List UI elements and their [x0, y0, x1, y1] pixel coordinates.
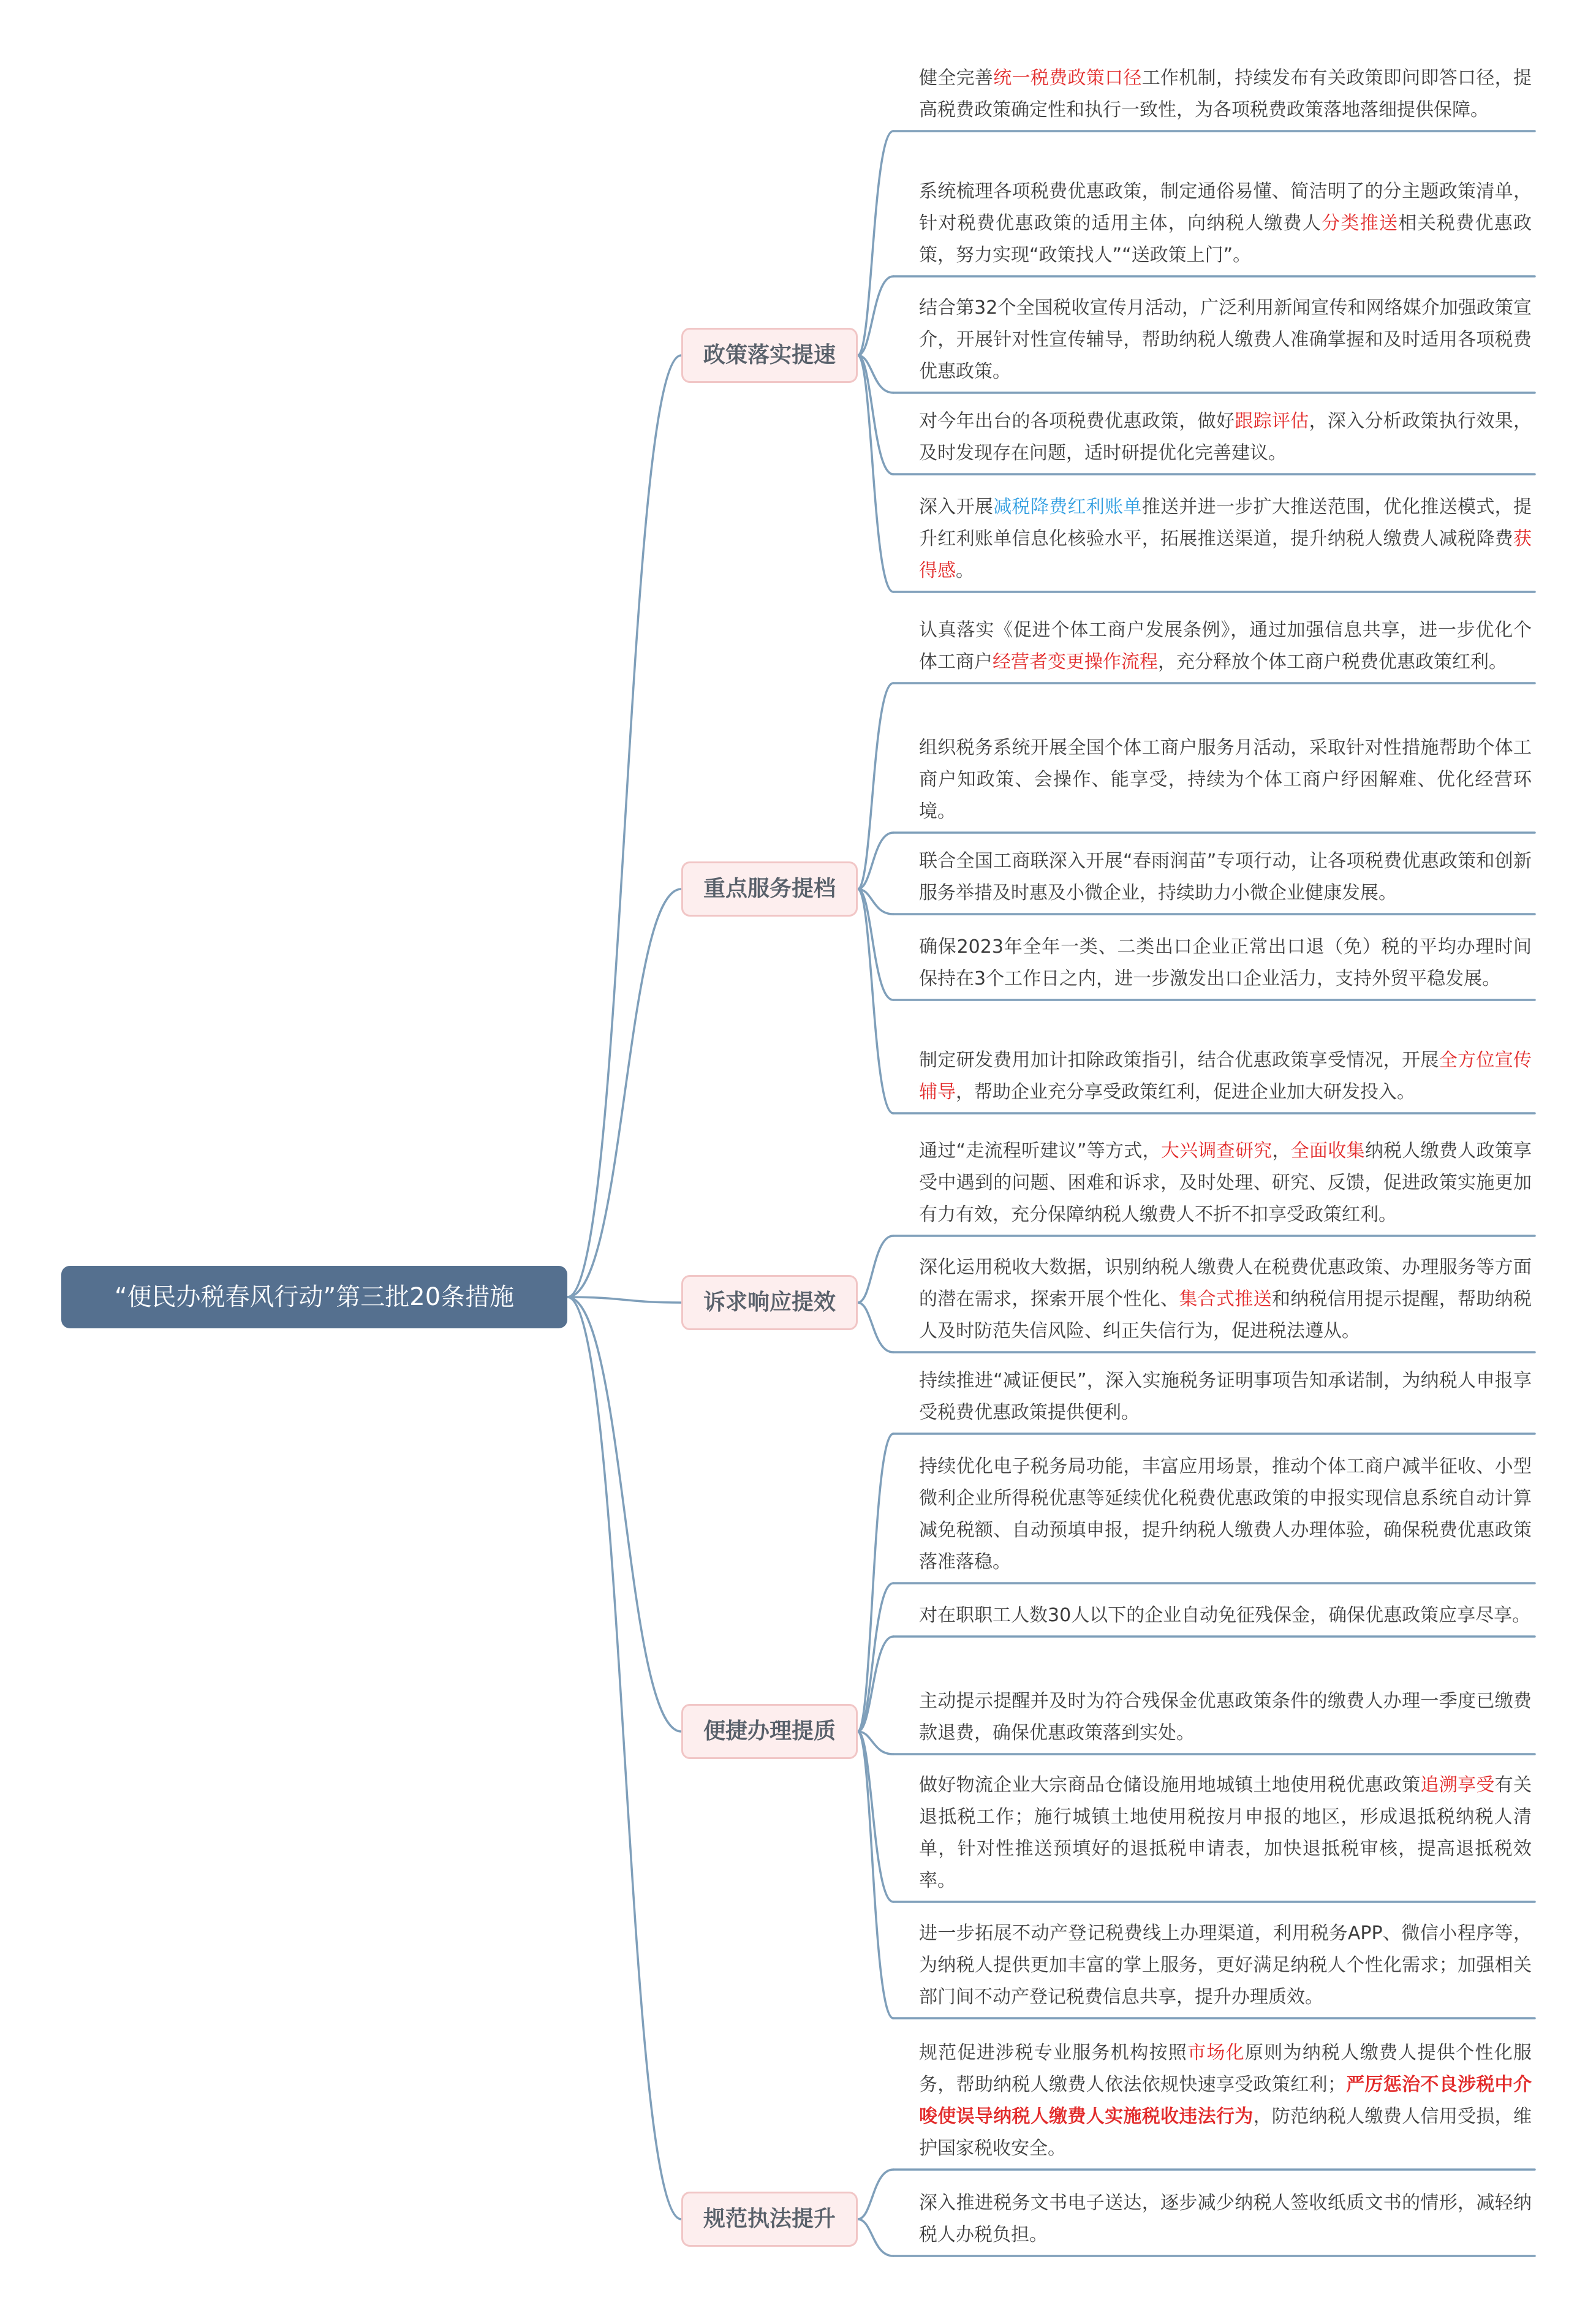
- branch-leaf-connector: [858, 889, 893, 1113]
- leaf-node[interactable]: [919, 62, 1532, 126]
- branch-node-convenience[interactable]: 便捷办理提质: [681, 1704, 858, 1759]
- branch-node-policy[interactable]: 政策落实提速: [681, 328, 858, 383]
- leaf-text: 结合第32个全国税收宣传月活动，广泛利用新闻宣传和网络媒介加强政策宣介，开展针对性宣传辅导，帮助纳税人缴费人准确掌握和及时适用各项税费优惠政策。: [919, 297, 1532, 382]
- leaf-text: 持续优化电子税务局功能，丰富应用场景，推动个体工商户减半征收、小型微利企业所得税优惠等延续优化税费优惠政策的申报实现信息系统自动计算减免税额、自动预填申报，提升纳税人缴费人办理体验，确保税费优惠政策落准落稳。: [919, 1456, 1532, 1573]
- leaf-node[interactable]: [919, 931, 1532, 995]
- leaf-node[interactable]: [919, 491, 1532, 587]
- leaf-node[interactable]: [919, 176, 1532, 271]
- leaf-text: 深化运用税收大数据，识别纳税人缴费人在税费优惠政策、办理服务等方面的潜在需求，探索开展个性化、: [919, 1257, 1532, 1310]
- highlight-text: 全方位宣传辅导: [919, 1050, 1532, 1103]
- leaf-text: ，深入分析政策执行效果，及时发现存在问题，适时研提优化完善建议。: [919, 411, 1532, 464]
- leaf-text: 确保2023年全年一类、二类出口企业正常出口退（免）税的平均办理时间保持在3个工作日之内，进一步激发出口企业活力，支持外贸平稳发展。: [919, 936, 1532, 990]
- branch-leaf-connector: [858, 1731, 893, 1902]
- leaf-text: 有关退抵税工作；施行城镇土地使用税按月申报的地区，形成退抵税纳税人清单，针对性推送预填好的退抵税申请表，加快退抵税审核，提高退抵税效率。: [919, 1774, 1532, 1891]
- leaf-text: 组织税务系统开展全国个体工商户服务月活动，采取针对性措施帮助个体工商户知政策、会操作、能享受，持续为个体工商户纾困解难、优化经营环境。: [919, 737, 1532, 822]
- leaf-text: ，: [1272, 1140, 1291, 1162]
- leaf-node[interactable]: [919, 732, 1532, 828]
- branch-node-response[interactable]: 诉求响应提效: [681, 1275, 858, 1330]
- leaf-text: 深入开展: [919, 496, 994, 518]
- highlight-text: 集合式推送: [1179, 1289, 1272, 1310]
- leaf-text: 系统梳理各项税费优惠政策，制定通俗易懂、简洁明了的分主题政策清单，针对税费优惠政策的适用主体，向纳税人缴费人: [919, 181, 1532, 234]
- highlight-text: 减税降费红利账单: [993, 496, 1142, 518]
- highlight-text: 市场化: [1187, 2042, 1245, 2064]
- leaf-node[interactable]: [919, 1045, 1532, 1108]
- leaf-text: 健全完善: [919, 67, 994, 89]
- branch-leaf-connector: [858, 131, 893, 355]
- leaf-node[interactable]: [919, 2187, 1532, 2251]
- leaf-text: 对在职职工人数30人以下的企业自动免征残保金，确保优惠政策应享尽享。: [919, 1605, 1531, 1626]
- leaf-node[interactable]: [919, 846, 1532, 909]
- branch-node-service[interactable]: 重点服务提档: [681, 861, 858, 917]
- root-branch-connector: [567, 1297, 681, 1731]
- branch-leaf-connector: [858, 2219, 893, 2256]
- leaf-text: ，充分释放个体工商户税费优惠政策红利。: [1158, 651, 1507, 673]
- leaf-text: 进一步拓展不动产登记税费线上办理渠道，利用税务APP、微信小程序等，为纳税人提供更加丰富的掌上服务，更好满足纳税人个性化需求；加强相关部门间不动产登记税费信息共享，提升办理质效。: [919, 1923, 1532, 2008]
- leaf-node[interactable]: [919, 1686, 1532, 1749]
- leaf-node[interactable]: [919, 1451, 1532, 1578]
- branch-leaf-connector: [858, 1434, 893, 1731]
- branch-leaf-connector: [858, 2170, 893, 2219]
- leaf-text: 联合全国工商联深入开展“春雨润苗”专项行动，让各项税费优惠政策和创新服务举措及时惠及小微企业，持续助力小微企业健康发展。: [919, 850, 1532, 904]
- leaf-text: ，帮助企业充分享受政策红利，促进企业加大研发投入。: [956, 1081, 1415, 1103]
- leaf-text: 做好物流企业大宗商品仓储设施用地城镇土地使用税优惠政策: [919, 1774, 1421, 1796]
- leaf-text: 推送并进一步扩大推送范围，优化推送模式，提升红利账单信息化核验水平，拓展推送渠道，提升纳税人缴费人减税降费: [919, 496, 1532, 550]
- leaf-text: 和纳税信用提示提醒，帮助纳税人及时防范失信风险、纠正失信行为，促进税法遵从。: [919, 1289, 1532, 1342]
- leaf-text: 工作机制，持续发布有关政策即问即答口径，提高税费政策确定性和执行一致性，为各项税费政策落地落细提供保障。: [919, 67, 1532, 121]
- leaf-node[interactable]: [919, 1252, 1532, 1347]
- highlight-text: 严厉惩治不良涉税中介唆使误导纳税人缴费人实施税收违法行为: [919, 2074, 1532, 2127]
- leaf-text: 原则为纳税人缴费人提供个性化服务，帮助纳税人缴费人依法依规快速享受政策红利；: [919, 2042, 1532, 2095]
- leaf-node[interactable]: [919, 1769, 1532, 1897]
- leaf-text: 认真落实《促进个体工商户发展条例》，通过加强信息共享，进一步优化个体工商户: [919, 619, 1532, 673]
- leaf-text: 相关税费优惠政策，努力实现“政策找人”“送政策上门”。: [919, 213, 1532, 266]
- branch-leaf-connector: [858, 1236, 893, 1303]
- highlight-text: 追溯享受: [1420, 1774, 1495, 1796]
- leaf-text: 。: [956, 560, 974, 581]
- leaf-node[interactable]: [919, 1918, 1532, 2013]
- leaf-text: 纳税人缴费人政策享受中遇到的问题、困难和诉求，及时处理、研究、反馈，促进政策实施更加有力有效，充分保障纳税人缴费人不折不扣享受政策红利。: [919, 1140, 1532, 1225]
- branch-leaf-connector: [858, 1731, 893, 2018]
- root-branch-connector: [567, 1297, 681, 2219]
- leaf-node[interactable]: [919, 292, 1532, 388]
- root-node[interactable]: “便民办税春风行动”第三批20条措施: [61, 1266, 567, 1328]
- root-branch-connector: [567, 889, 681, 1297]
- leaf-node[interactable]: [919, 1135, 1532, 1231]
- highlight-text: 经营者变更操作流程: [993, 651, 1158, 673]
- leaf-node[interactable]: [919, 1365, 1532, 1429]
- highlight-text: 全面收集: [1290, 1140, 1365, 1162]
- root-branch-connector: [567, 355, 681, 1297]
- leaf-node[interactable]: [919, 615, 1532, 678]
- branch-leaf-connector: [858, 683, 893, 889]
- highlight-text: 获得感: [919, 528, 1532, 581]
- highlight-text: 跟踪评估: [1235, 411, 1309, 432]
- leaf-text: 制定研发费用加计扣除政策指引，结合优惠政策享受情况，开展: [919, 1050, 1439, 1071]
- highlight-text: 大兴调查研究: [1160, 1140, 1273, 1162]
- highlight-text: 分类推送: [1322, 213, 1399, 234]
- leaf-node[interactable]: [919, 406, 1532, 469]
- branch-leaf-connector: [858, 1303, 893, 1352]
- branch-node-enforcement[interactable]: 规范执法提升: [681, 2192, 858, 2247]
- leaf-text: 主动提示提醒并及时为符合残保金优惠政策条件的缴费人办理一季度已缴费款退费，确保优惠政策落到实处。: [919, 1690, 1532, 1744]
- highlight-text: 统一税费政策口径: [993, 67, 1142, 89]
- leaf-text: 通过“走流程听建议”等方式，: [919, 1140, 1161, 1162]
- leaf-text: 持续推进“减证便民”，深入实施税务证明事项告知承诺制，为纳税人申报享受税费优惠政策提供便利。: [919, 1370, 1532, 1423]
- leaf-text: ，防范纳税人缴费人信用受损，维护国家税收安全。: [919, 2106, 1532, 2159]
- root-branch-connector: [567, 1297, 681, 1303]
- leaf-text: 深入推进税务文书电子送达，逐步减少纳税人签收纸质文书的情形，减轻纳税人办税负担。: [919, 2192, 1532, 2246]
- leaf-node[interactable]: [919, 1600, 1532, 1632]
- leaf-text: 对今年出台的各项税费优惠政策，做好: [919, 411, 1235, 432]
- leaf-text: 规范促进涉税专业服务机构按照: [919, 2042, 1188, 2064]
- leaf-node[interactable]: [919, 2037, 1532, 2165]
